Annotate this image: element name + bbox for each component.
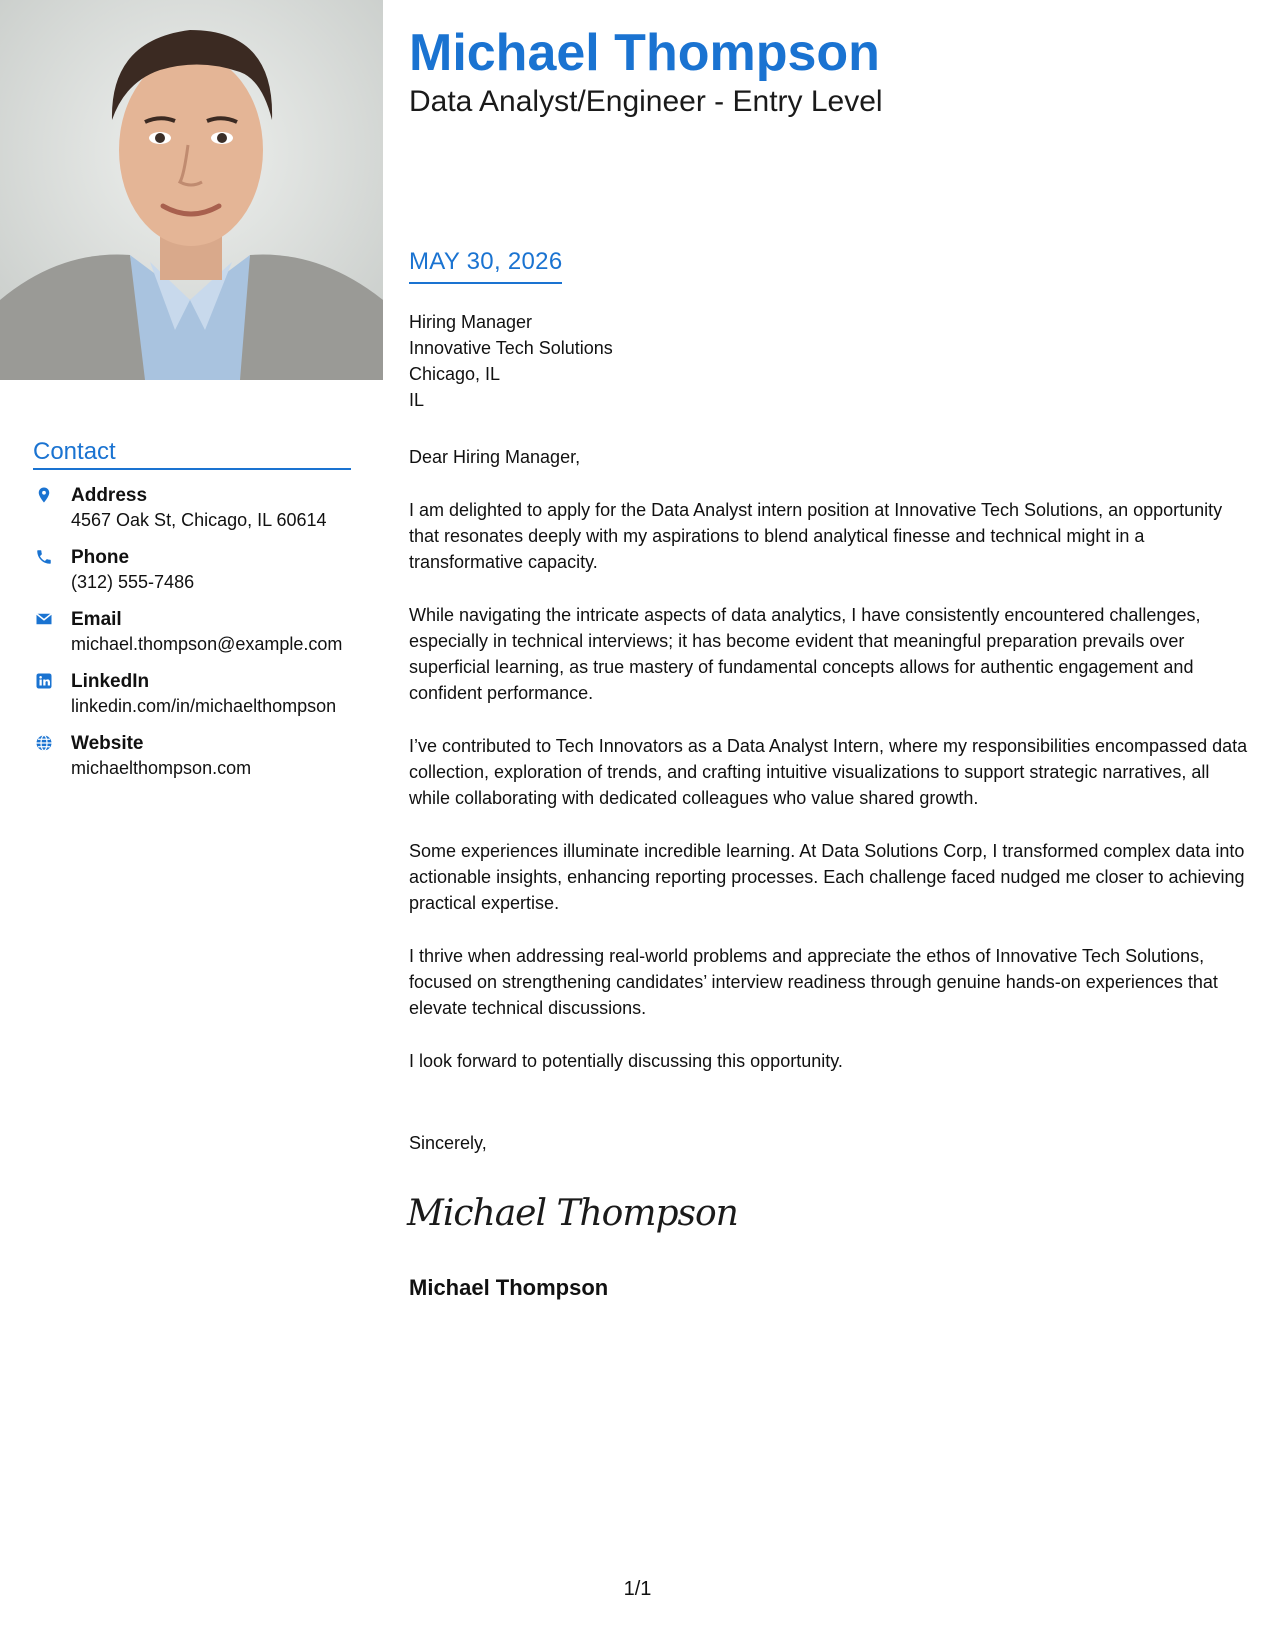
job-title: Data Analyst/Engineer - Entry Level	[409, 85, 883, 118]
website-label: Website	[71, 733, 144, 754]
letter-paragraph: I look forward to potentially discussing this opportunity.	[409, 1051, 843, 1071]
applicant-name: Michael Thompson	[409, 24, 880, 82]
envelope-icon	[35, 610, 53, 628]
letter-paragraph: I am delighted to apply for the Data Analyst intern position at Innovative Tech Solutions, an opportunity that resonates deeply with my aspirations to blend analytical finesse and technical might in a transformative capacity.	[409, 500, 1223, 572]
contact-email	[33, 608, 351, 656]
phone-value: (312) 555-7486	[71, 572, 195, 592]
handwritten-signature: Michael Thompson	[407, 1193, 738, 1234]
globe-icon	[35, 734, 53, 752]
page-number: 1/1	[623, 1578, 652, 1600]
address-label: Address	[71, 485, 148, 506]
letter-paragraph: While navigating the intricate aspects of data analytics, I have consistently encountered challenges, especially in technical interviews; it has become evident that meaningful preparation prevails over superficial learning, as true mastery of fundamental concepts allows for authentic engagement and confident performance.	[409, 605, 1201, 703]
linkedin-icon	[35, 672, 53, 690]
phone-icon	[35, 548, 53, 566]
contact-website	[33, 732, 351, 780]
recipient-title: Hiring Manager	[409, 312, 533, 332]
email-value[interactable]: michael.thompson@example.com	[71, 634, 343, 654]
linkedin-value[interactable]: linkedin.com/in/michaelthompson	[71, 696, 337, 716]
profile-photo	[0, 0, 383, 380]
recipient-state: IL	[409, 390, 425, 410]
letter-date: MAY 30, 2026	[409, 248, 562, 284]
letter-body	[409, 444, 1252, 1101]
letter-paragraph: I thrive when addressing real-world problems and appreciate the ethos of Innovative Tech Solutions, focused on strengthening candidates’ interview readiness through genuine hands-on experiences that elevate technical discussions.	[409, 946, 1218, 1018]
email-label: Email	[71, 609, 122, 630]
letter-paragraph: I’ve contributed to Tech Innovators as a Data Analyst Intern, where my responsibilities encompassed data collection, exploration of trends, and crafting intuitive visualizations to support strategic narratives, all while collaborating with dedicated colleagues who value shared growth.	[409, 736, 1248, 808]
contact-heading: Contact	[33, 438, 351, 470]
contact-phone	[33, 546, 351, 594]
signed-name: Michael Thompson	[409, 1275, 609, 1300]
location-pin-icon	[35, 486, 53, 504]
letter-closing: Sincerely,	[409, 1133, 487, 1153]
contact-sidebar	[33, 438, 351, 780]
linkedin-label: LinkedIn	[71, 671, 150, 692]
contact-linkedin	[33, 670, 351, 718]
address-value: 4567 Oak St, Chicago, IL 60614	[71, 510, 327, 530]
recipient-company: Innovative Tech Solutions	[409, 338, 613, 358]
recipient-city: Chicago, IL	[409, 364, 501, 384]
contact-address	[33, 484, 351, 532]
website-value[interactable]: michaelthompson.com	[71, 758, 252, 778]
phone-label: Phone	[71, 547, 130, 568]
header	[409, 22, 883, 120]
recipient-block	[409, 309, 613, 413]
letter-paragraph: Some experiences illuminate incredible learning. At Data Solutions Corp, I transformed complex data into actionable insights, enhancing reporting processes. Each challenge faced nudged me closer to achieving practical expertise.	[409, 841, 1245, 913]
letter-greeting: Dear Hiring Manager,	[409, 447, 581, 467]
